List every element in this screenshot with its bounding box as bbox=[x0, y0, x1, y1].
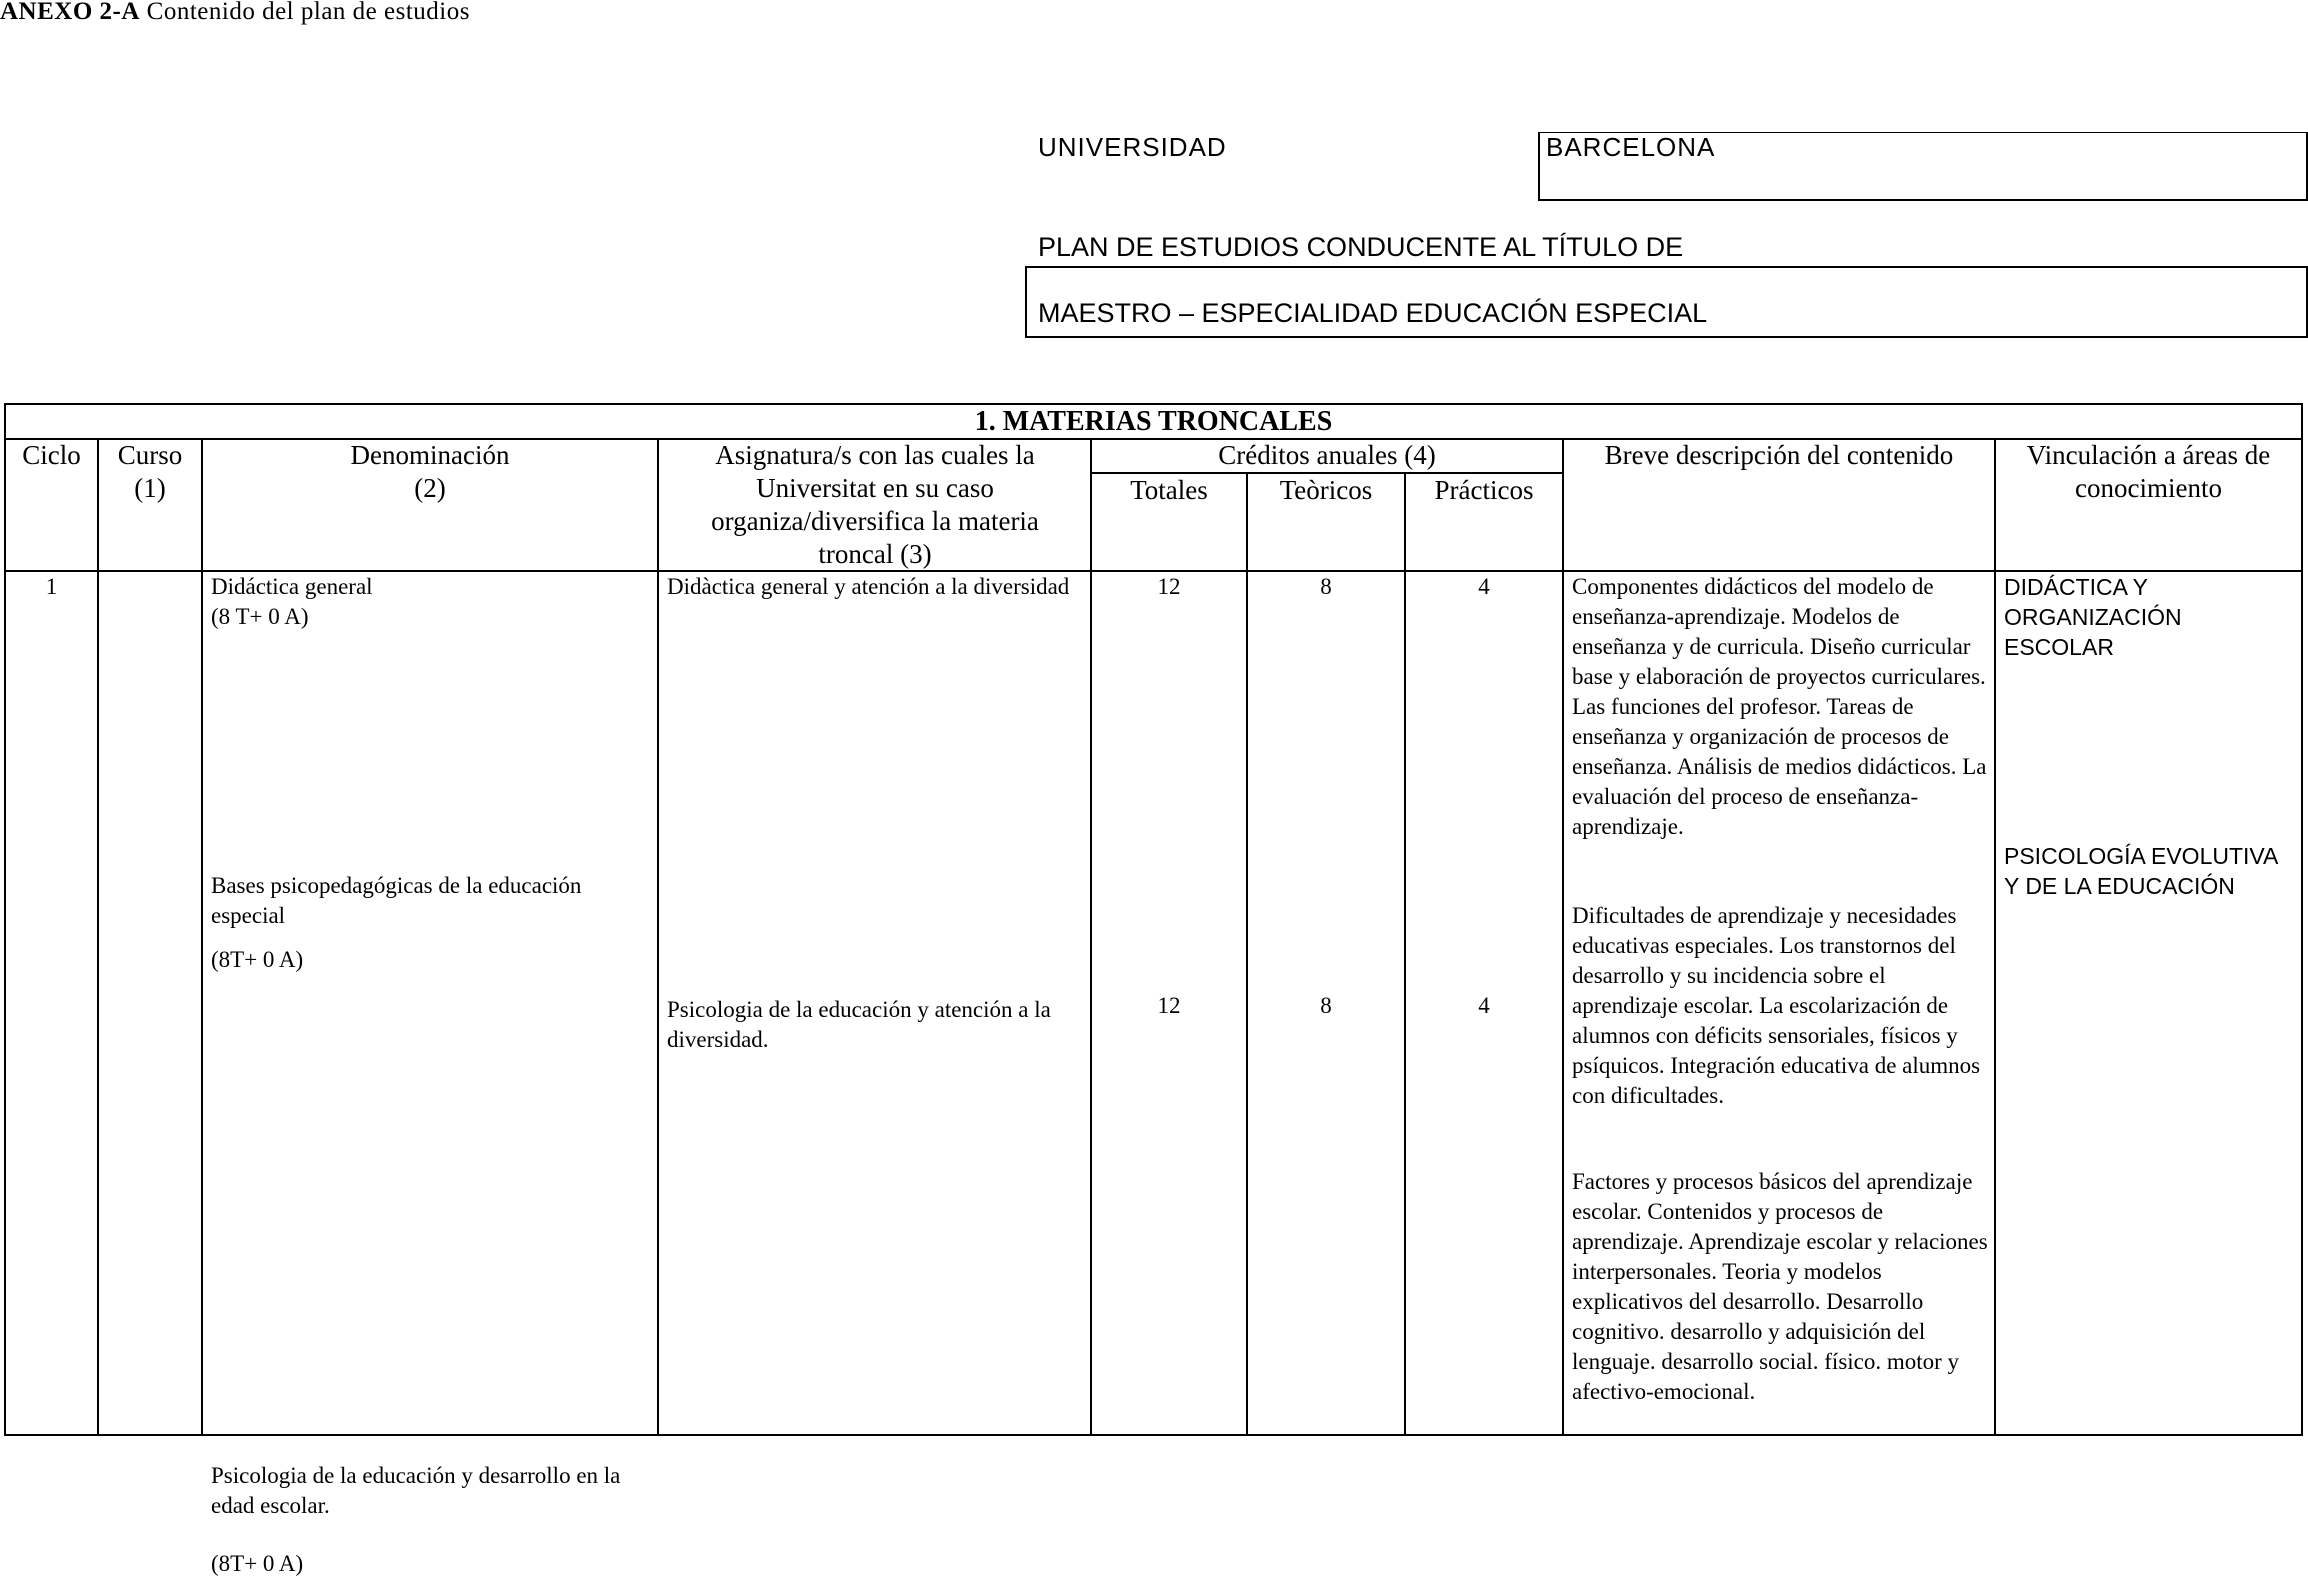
annex-description: Contenido del plan de estudios bbox=[146, 0, 470, 25]
table-rule bbox=[657, 438, 659, 1436]
table-rule bbox=[97, 438, 99, 1436]
asignatura-2-teoricos: 8 bbox=[1320, 993, 1332, 1018]
asignatura-2-totales: 12 bbox=[1157, 993, 1181, 1018]
descripcion-2: Dificultades de aprendizaje y necesidades educativas especiales. Los transtornos del desarrollo y su incidencia sobre el aprendizaje escolar. La escolarización de alumnos con déficits sensoriales, físicos y psíquicos. Integración educativa de alumnos con dificultades. bbox=[1572, 903, 1981, 1108]
plan-label: PLAN DE ESTUDIOS CONDUCENTE AL TÍTULO DE bbox=[1038, 232, 1684, 262]
asignatura-1-teoricos: 8 bbox=[1320, 574, 1332, 599]
table-rule bbox=[1562, 438, 1564, 1436]
denominacion-1 bbox=[211, 572, 651, 632]
denominacion-1-name: Didáctica general bbox=[211, 574, 373, 599]
col-curso-label: Curso bbox=[117, 440, 183, 470]
row-ciclo: 1 bbox=[45, 574, 58, 599]
degree-title-value: MAESTRO – ESPECIALIDAD EDUCACIÓN ESPECIAL bbox=[1038, 298, 1708, 328]
annex-label: ANEXO 2-A bbox=[0, 0, 140, 25]
annex-heading bbox=[0, 0, 470, 26]
asignatura-1-totales: 12 bbox=[1157, 574, 1181, 599]
university-label: UNIVERSIDAD bbox=[1038, 132, 1227, 162]
col-practicos: Prácticos bbox=[1434, 475, 1534, 505]
col-curso-note: (1) bbox=[134, 473, 166, 503]
col-curso bbox=[99, 439, 201, 505]
col-vinculacion: Vinculación a áreas de conocimiento bbox=[2026, 440, 2271, 503]
col-denominacion bbox=[203, 439, 657, 505]
table-rule bbox=[1246, 472, 1248, 1436]
denominacion-3-name: Psicologia de la educación y desarrollo en la edad escolar. bbox=[211, 1463, 621, 1518]
section-title: 1. MATERIAS TRONCALES bbox=[974, 406, 1333, 437]
denominacion-2-credits: (8T+ 0 A) bbox=[211, 947, 304, 972]
denominacion-3-credits: (8T+ 0 A) bbox=[211, 1551, 304, 1576]
asignatura-2: Psicologia de la educación y atención a la diversidad. bbox=[667, 997, 1051, 1052]
subjects-table bbox=[4, 403, 2303, 1576]
col-ciclo: Ciclo bbox=[22, 440, 81, 470]
col-denominacion-label: Denominación bbox=[350, 440, 510, 470]
denominacion-3 bbox=[211, 1461, 651, 1579]
asignatura-2-practicos: 4 bbox=[1478, 993, 1490, 1018]
table-rule bbox=[1994, 438, 1996, 1436]
descripcion-3: Factores y procesos básicos del aprendizaje escolar. Contenidos y procesos de aprendizaje. Aprendizaje escolar y relaciones interpersonales. Teoria y modelos explicativos del desarrollo. Desarrollo cognitivo. desarrollo y adquisición del lenguaje. desarrollo social. físico. motor y afectivo-emocional. bbox=[1572, 1169, 1988, 1404]
col-denominacion-note: (2) bbox=[414, 473, 446, 503]
denominacion-1-credits: (8 T+ 0 A) bbox=[211, 604, 309, 629]
asignatura-1-practicos: 4 bbox=[1478, 574, 1490, 599]
university-value: BARCELONA bbox=[1546, 132, 1716, 162]
table-rule bbox=[201, 438, 203, 1436]
asignatura-1: Didàctica general y atención a la diversidad bbox=[667, 574, 1070, 599]
area-2: PSICOLOGÍA EVOLUTIVA Y DE LA EDUCACIÓN bbox=[2004, 843, 2278, 899]
col-creditos: Créditos anuales (4) bbox=[1218, 440, 1436, 470]
descripcion-1: Componentes didácticos del modelo de enseñanza-aprendizaje. Modelos de enseñanza y de curricula. Diseño curricular base y elaboración de proyectos curriculares. Las funciones del profesor. Tareas de enseñanza y organización de procesos de enseñanza. Análisis de medios didácticos. La evaluación del proceso de enseñanza-aprendizaje. bbox=[1572, 574, 1987, 839]
table-rule bbox=[1404, 472, 1406, 1436]
col-teoricos: Teòricos bbox=[1279, 475, 1373, 505]
area-1: DIDÁCTICA Y ORGANIZACIÓN ESCOLAR bbox=[2004, 574, 2182, 660]
col-asignatura: Asignatura/s con las cuales la Universitat en su caso organiza/diversifica la materia troncal (3) bbox=[711, 440, 1039, 569]
denominacion-2-name: Bases psicopedagógicas de la educación especial bbox=[211, 873, 582, 928]
denominacion-2 bbox=[211, 871, 651, 975]
col-totales: Totales bbox=[1130, 475, 1208, 505]
col-descripcion: Breve descripción del contenido bbox=[1604, 440, 1954, 470]
